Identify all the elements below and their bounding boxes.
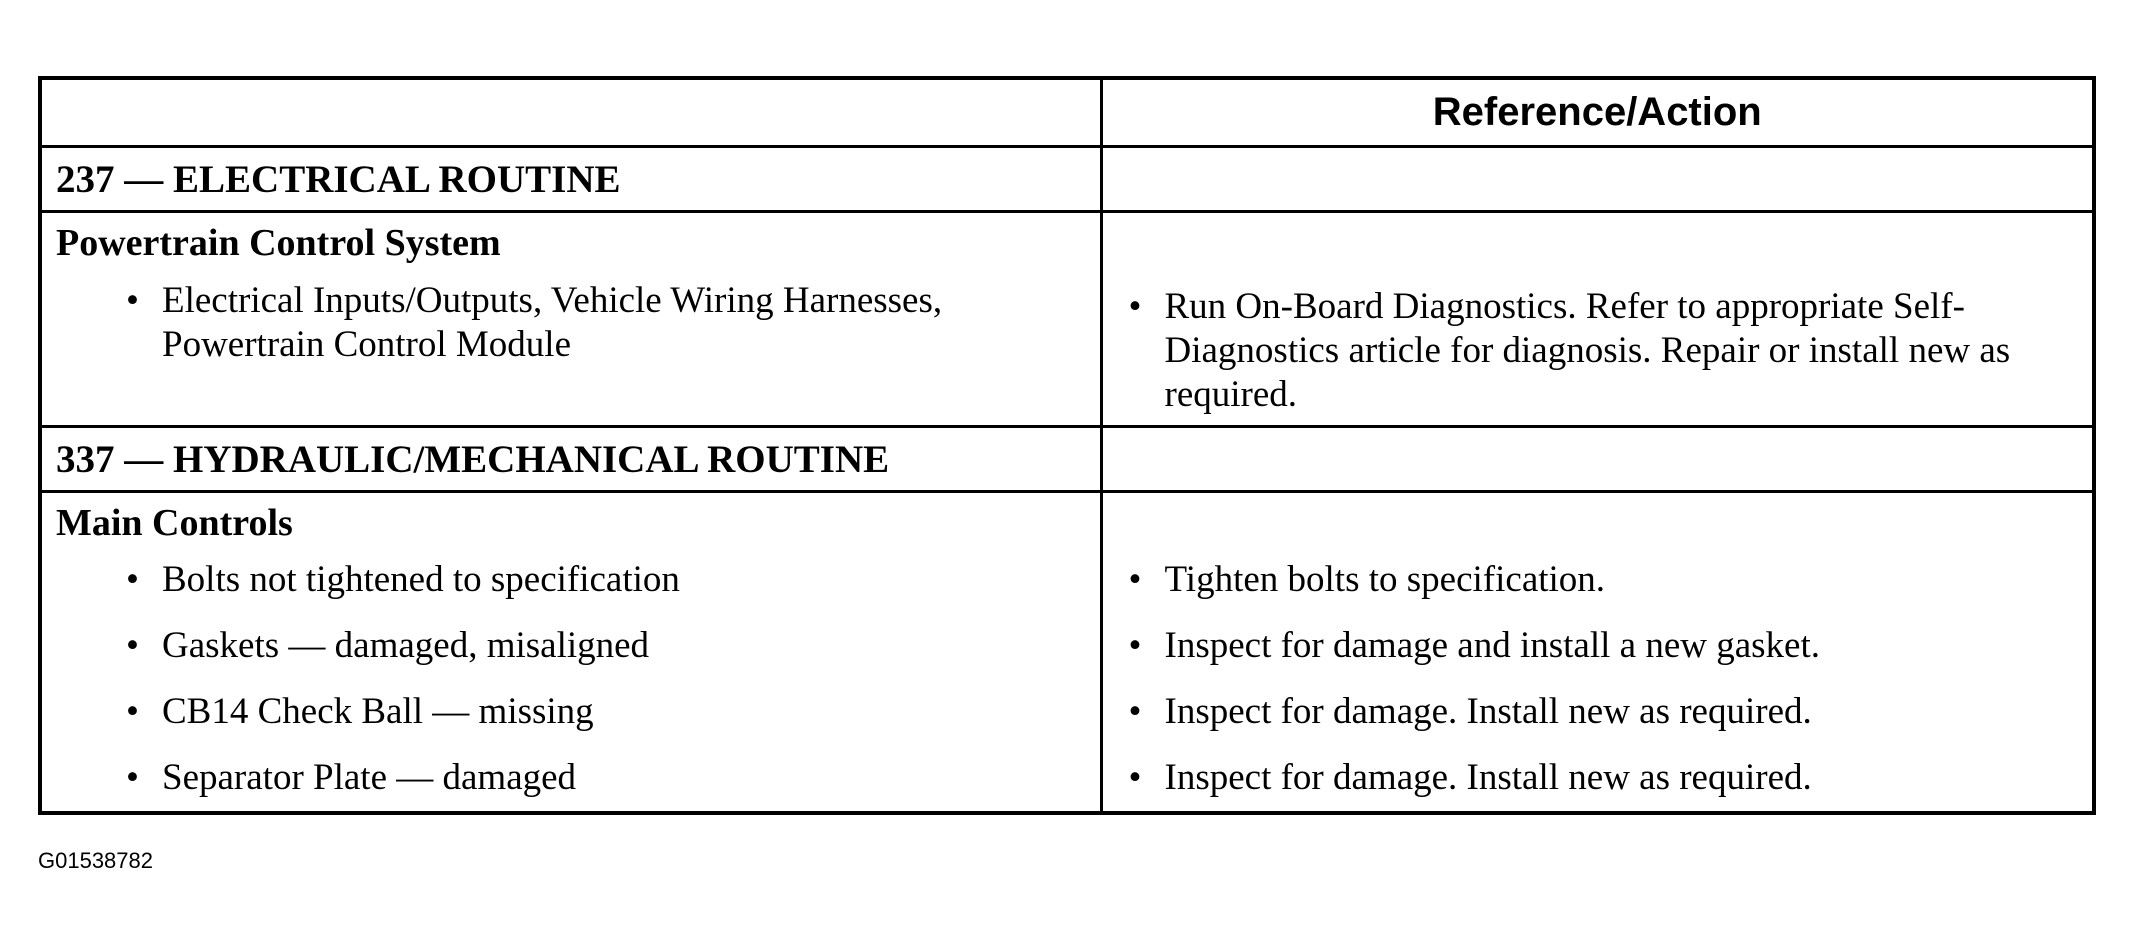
action-list [1103,547,2093,811]
bullet-icon: • [126,280,139,321]
condition-list [42,279,1100,367]
action-text: Tighten bolts to specification. [1164,559,1606,600]
action-list [1103,285,2093,417]
action-text: Inspect for damage. Install new as required. [1164,691,1812,732]
group-title-main-controls: Main Controls [56,502,293,544]
list-item [42,547,1100,613]
condition-cell [42,212,1101,427]
list-item [42,745,1100,811]
action-text: Run On-Board Diagnostics. Refer to appropriate Self-Diagnostics article for diagnosis. Repair or install new as required. [1164,286,2011,415]
condition-text: Electrical Inputs/Outputs, Vehicle Wiring Harnesses, Powertrain Control Module [162,280,943,365]
bullet-icon: • [126,559,139,600]
figure-id: G01538782 [38,848,153,873]
list-item [1103,285,2093,417]
list-item [42,613,1100,679]
condition-text: Bolts not tightened to specification [162,559,680,600]
action-cell [1101,212,2092,427]
condition-list [42,547,1100,811]
bullet-icon: • [1128,625,1142,666]
section-title-electrical: 237 — ELECTRICAL ROUTINE [42,147,1101,212]
group-row-main-controls [42,492,2092,812]
diagnostic-table [38,76,2096,815]
list-item [1103,745,2093,811]
diagnostic-table-grid [42,80,2092,811]
condition-text: CB14 Check Ball — missing [162,691,594,732]
bullet-icon: • [1128,559,1142,600]
bullet-icon: • [1128,286,1142,327]
list-item [42,679,1100,745]
group-title-powertrain: Powertrain Control System [56,222,501,264]
group-row-powertrain [42,212,2092,427]
section-empty-cell [1101,427,2092,492]
bullet-icon: • [1128,757,1142,798]
bullet-icon: • [126,625,139,666]
header-reference-action: Reference/Action [1101,80,2092,147]
action-text: Inspect for damage and install a new gasket. [1164,625,1820,666]
list-item [42,279,1100,367]
bullet-icon: • [1128,691,1142,732]
section-empty-cell [1101,147,2092,212]
section-row-electrical [42,147,2092,212]
bullet-icon: • [126,691,139,732]
condition-text: Separator Plate — damaged [162,757,577,798]
list-item [1103,613,2093,679]
action-text: Inspect for damage. Install new as required. [1164,757,1812,798]
section-title-hydraulic: 337 — HYDRAULIC/MECHANICAL ROUTINE [42,427,1101,492]
section-row-hydraulic [42,427,2092,492]
condition-text: Gaskets — damaged, misaligned [162,625,650,666]
condition-cell [42,492,1101,812]
bullet-icon: • [126,757,139,798]
action-cell [1101,492,2092,812]
list-item [1103,547,2093,613]
table-header-row [42,80,2092,147]
list-item [1103,679,2093,745]
header-condition-cell [42,80,1101,147]
